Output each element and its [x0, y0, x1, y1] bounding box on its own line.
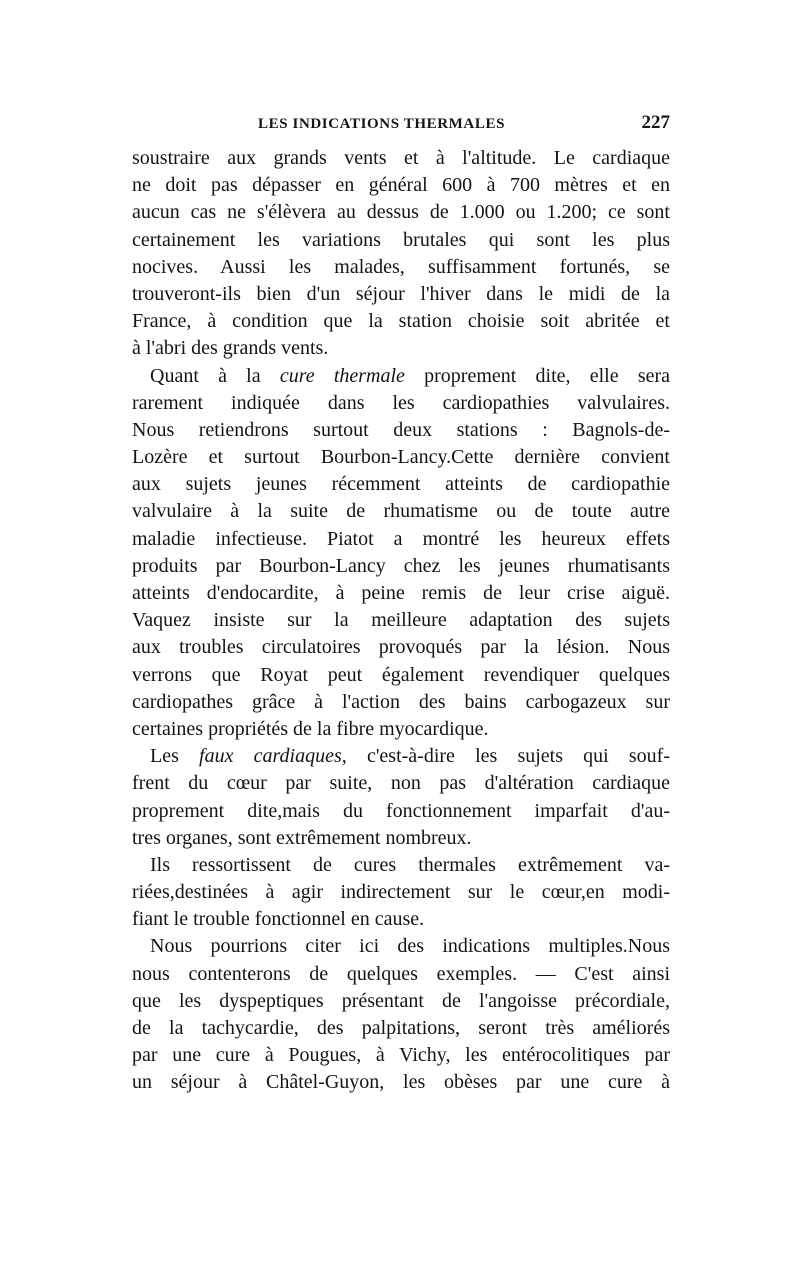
text-line: un séjour à Châtel-Guyon, les obèses par une cure à [132, 1071, 670, 1094]
text-run: Quant à la [150, 364, 280, 387]
text-line: riées,destinées à agir indirectement sur le cœur,en modi- [132, 881, 670, 904]
text-line: certainement les variations brutales qui sont les plus [132, 228, 670, 251]
text-line: frent du cœur par suite, non pas d'altération cardiaque [132, 772, 670, 795]
text-line: cardiopathes grâce à l'action des bains carbogazeux sur [132, 690, 670, 713]
text-run: , c'est-à-dire les sujets qui souf- [341, 745, 670, 768]
text-line: aucun cas ne s'élèvera au dessus de 1.000 ou 1.200; ce sont [132, 201, 670, 224]
text-line: atteints d'endocardite, à peine remis de leur crise aiguë. [132, 582, 670, 604]
page-number: 227 [641, 112, 670, 133]
paragraph-end-line: fiant le trouble fonctionnel en cause. [132, 908, 425, 931]
text-line-with-italic [132, 363, 670, 390]
italic-term: faux cardiaques [199, 745, 342, 768]
text-line: rarement indiquée dans les cardiopathies valvulaires. [132, 391, 670, 414]
body-text [132, 145, 670, 1097]
text-line: nocives. Aussi les malades, suffisamment fortunés, se [132, 255, 670, 278]
text-line-with-italic [132, 743, 670, 770]
text-line: verrons que Royat peut également revendiquer quelques [132, 663, 670, 686]
text-run: Les [150, 745, 200, 768]
text-line: proprement dite,mais du fonctionnement imparfait d'au- [132, 799, 670, 822]
text-line: soustraire aux grands vents et à l'altitude. Le cardiaque [132, 147, 670, 169]
italic-term: cure thermale [279, 364, 405, 387]
text-line: valvulaire à la suite de rhumatisme ou de toute autre [132, 500, 670, 523]
text-line: que les dyspeptiques présentant de l'angoisse précordiale, [132, 989, 670, 1012]
paragraph-end-line: tres organes, sont extrêmement nombreux. [132, 826, 472, 849]
text-line: ne doit pas dépasser en général 600 à 700 mètres et en [132, 174, 670, 197]
text-line: produits par Bourbon-Lancy chez les jeunes rhumatisants [132, 554, 670, 577]
text-line: Nous pourrions citer ici des indications multiples.Nous [150, 935, 670, 958]
running-header [132, 112, 670, 142]
text-line: Nous retiendrons surtout deux stations : Bagnols-de- [132, 418, 670, 441]
text-line: par une cure à Pougues, à Vichy, les entérocolitiques par [132, 1044, 670, 1067]
text-line: France, à condition que la station choisie soit abritée et [132, 310, 670, 333]
text-line: maladie infectieuse. Piatot a montré les heureux effets [132, 527, 670, 550]
text-line: aux sujets jeunes récemment atteints de cardiopathie [132, 473, 670, 496]
text-run: proprement dite, elle sera [404, 364, 671, 387]
paragraph-end-line: certaines propriétés de la fibre myocardique. [132, 717, 489, 740]
text-line: trouveront-ils bien d'un séjour l'hiver dans le midi de la [132, 282, 670, 305]
text-line: Vaquez insiste sur la meilleure adaptation des sujets [132, 609, 670, 632]
text-line: aux troubles circulatoires provoqués par la lésion. Nous [132, 636, 670, 659]
running-title: LES INDICATIONS THERMALES [258, 116, 506, 132]
text-line: Lozère et surtout Bourbon-Lancy.Cette dernière convient [132, 446, 670, 469]
text-line: Ils ressortissent de cures thermales extrêmement va- [150, 853, 670, 876]
text-line: nous contenterons de quelques exemples. — C'est ainsi [132, 962, 670, 985]
paragraph-end-line: à l'abri des grands vents. [132, 337, 329, 360]
text-line: de la tachycardie, des palpitations, seront très améliorés [132, 1017, 670, 1039]
